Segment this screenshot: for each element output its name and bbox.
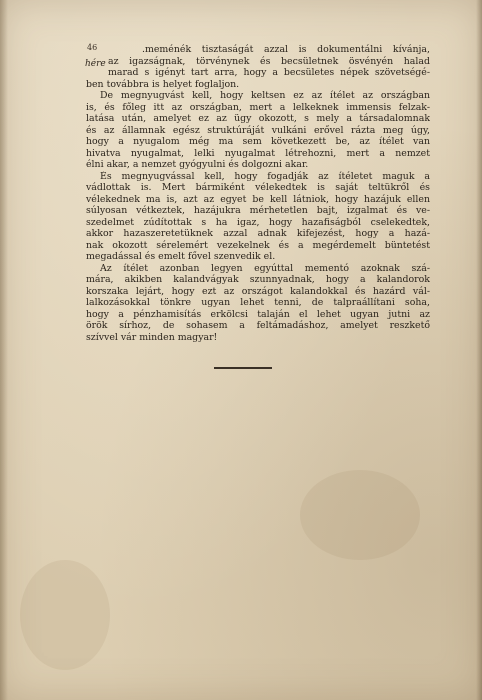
page-edge-shadow-right <box>476 0 482 700</box>
text-line: ben továbbra is helyet foglaljon. <box>86 78 240 90</box>
page-edge-shadow-left <box>0 0 8 700</box>
text-line: hivatva nyugalmat, lelki nyugalmat létrehozni, mert a nemzet <box>86 147 430 159</box>
text-line: súlyosan vétkeztek, hazájukra mérhetetlen bajt, izgalmat és ve- <box>86 205 430 216</box>
text-line: szívvel vár minden magyar! <box>86 331 218 343</box>
text-line: élni akar, a nemzet gyógyulni és dolgozni akar. <box>86 159 309 170</box>
text-line: vádlottak is. Mert bármiként vélekedtek is saját teltükről és <box>86 182 430 193</box>
text-line: lalkozásokkal tönkre ugyan lehet tenni, de talpraállítani soha, <box>86 297 430 308</box>
text-line: korszaka lejárt, hogy ezt az országot kalandokkal és hazárd vál- <box>86 285 430 297</box>
text-line: szedelmet zúdítottak s ha igaz, hogy hazafiságból cselekedtek, <box>86 216 430 228</box>
text-line: akkor hazaszeretetüknek azzal adnak kifejezést, hogy a hazá- <box>86 228 430 239</box>
text-line: hogy a pénzhamisítás erkölcsi talaján el lehet ugyan jutni az <box>86 308 430 320</box>
text-line: vélekednek ma is, azt az egyet be kell látniok, hogy hazájuk ellen <box>86 193 430 205</box>
text-line: örök sírhoz, de sohasem a feltámadáshoz, amelyet reszkető <box>86 320 430 331</box>
text-line: mára, akikben kalandvágyak szunnyadnak, hogy a kalandorok <box>86 274 430 285</box>
margin-note: hére <box>85 59 106 69</box>
end-divider-rule <box>214 367 272 369</box>
text-line: És megnyugvással kell, hogy fogadják az ítéletet maguk a <box>100 170 430 182</box>
text-line: marad s igényt tart arra, hogy a becsületes népek szövetségé- <box>108 67 430 78</box>
text-line: De megnyugvást kell, hogy keltsen ez az ítélet az országban <box>100 90 430 101</box>
text-line: hogy a nyugalom még ma sem következett be, az ítélet van <box>86 136 430 147</box>
paper-stain <box>20 560 110 670</box>
body-text <box>86 44 430 343</box>
text-line: megadással és emelt fővel szenvedik el. <box>86 251 276 262</box>
text-line: az igazságnak, törvénynek és becsületnek ösvényén halad <box>108 55 430 67</box>
text-line: nak okozott sérelemért vezekelnek és a megérdemelt büntetést <box>86 239 430 251</box>
text-line: .meménék tisztaságát azzal is dokumentálni kívánja, <box>142 44 430 55</box>
text-line: Az ítélet azonban legyen egyúttal mementó azoknak szá- <box>100 262 430 274</box>
text-line: latása után, amelyet ez az ügy okozott, s mely a társadalomnak <box>86 113 430 124</box>
text-line: és az államnak egész struktúráját vulkáni erővel rázta meg úgy, <box>86 124 430 136</box>
paper-stain <box>300 470 420 560</box>
text-line: is, és főleg itt az országban, mert a lelkeknek immensis felzak- <box>86 101 430 113</box>
page-number: 46 <box>87 43 98 52</box>
